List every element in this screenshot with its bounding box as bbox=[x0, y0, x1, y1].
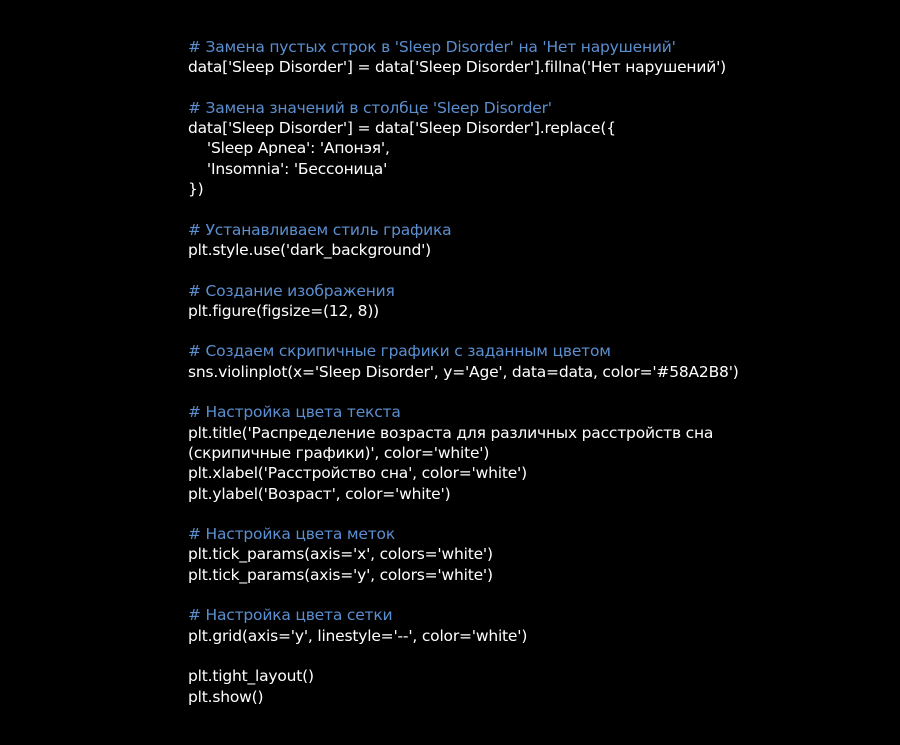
code-comment-line: # Создаем скрипичные графики с заданным цветом bbox=[188, 342, 611, 361]
code-line: 'Insomnia': 'Бессоница' bbox=[188, 159, 388, 178]
code-comment-line: # Замена значений в столбце 'Sleep Disorder' bbox=[188, 98, 552, 117]
code-comment-line: # Настройка цвета меток bbox=[188, 525, 395, 544]
code-line: plt.show() bbox=[188, 687, 264, 706]
code-comment-line: # Настройка цвета текста bbox=[188, 403, 401, 422]
code-line: plt.tick_params(axis='x', colors='white') bbox=[188, 545, 493, 564]
code-line: plt.tick_params(axis='y', colors='white') bbox=[188, 565, 493, 584]
code-comment-line: # Настройка цвета сетки bbox=[188, 606, 393, 625]
blank-line bbox=[188, 78, 888, 98]
blank-line bbox=[188, 321, 888, 341]
code-line: plt.grid(axis='y', linestyle='--', color='white') bbox=[188, 626, 528, 645]
blank-line bbox=[188, 585, 888, 605]
blank-line bbox=[188, 382, 888, 402]
code-line: plt.xlabel('Расстройство сна', color='white') bbox=[188, 464, 527, 483]
code-line: sns.violinplot(x='Sleep Disorder', y='Age', data=data, color='#58A2B8') bbox=[188, 362, 739, 381]
code-comment-line: # Замена пустых строк в 'Sleep Disorder' на 'Нет нарушений' bbox=[188, 38, 676, 56]
blank-line bbox=[188, 199, 888, 219]
code-comment-line: # Создание изображения bbox=[188, 281, 395, 300]
code-line: (скрипичные графики)', color='white') bbox=[188, 443, 490, 462]
code-block bbox=[188, 37, 888, 707]
code-line: data['Sleep Disorder'] = data['Sleep Disorder'].replace({ bbox=[188, 119, 616, 138]
blank-line bbox=[188, 646, 888, 666]
blank-line bbox=[188, 260, 888, 280]
code-line: plt.title('Распределение возраста для различных расстройств сна bbox=[188, 423, 714, 442]
code-line: plt.figure(figsize=(12, 8)) bbox=[188, 301, 380, 320]
code-line: data['Sleep Disorder'] = data['Sleep Disorder'].fillna('Нет нарушений') bbox=[188, 58, 726, 77]
code-line: 'Sleep Apnea': 'Апонэя', bbox=[188, 139, 390, 158]
code-line: plt.style.use('dark_background') bbox=[188, 240, 432, 259]
code-line: plt.ylabel('Возраст', color='white') bbox=[188, 484, 451, 503]
code-line: }) bbox=[188, 180, 204, 199]
blank-line bbox=[188, 504, 888, 524]
code-line: plt.tight_layout() bbox=[188, 667, 314, 686]
code-comment-line: # Устанавливаем стиль графика bbox=[188, 220, 452, 239]
